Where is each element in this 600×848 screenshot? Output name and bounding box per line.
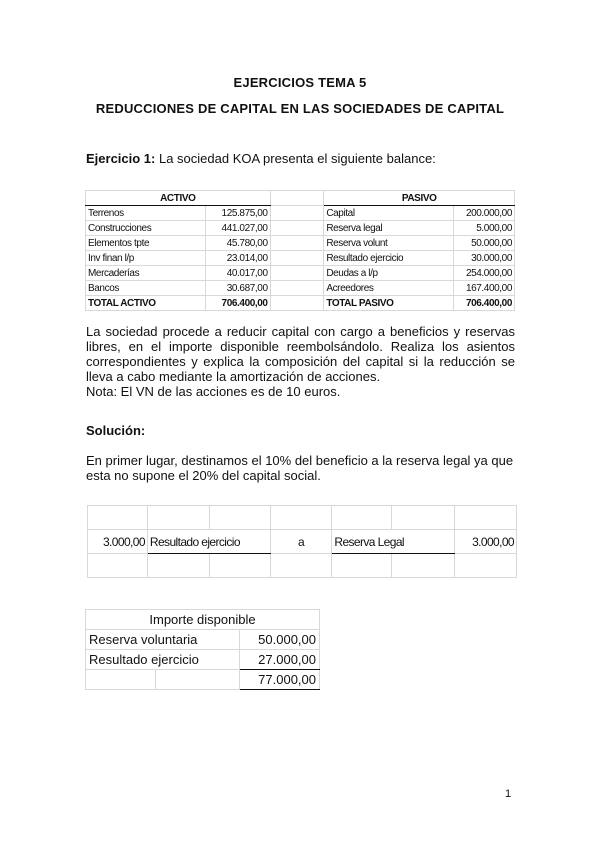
total-row [86, 296, 515, 311]
pasivo-label: Reserva legal [324, 221, 454, 236]
pasivo-label: Resultado ejercicio [324, 251, 454, 266]
importe-disponible-table [85, 609, 320, 690]
pasivo-value: 200.000,00 [454, 206, 515, 221]
page-subtitle: REDUCCIONES DE CAPITAL EN LAS SOCIEDADES DE CAPITAL [95, 101, 505, 116]
activo-value: 23.014,00 [205, 251, 270, 266]
pasivo-label: Deudas a l/p [324, 266, 454, 281]
activo-label: Mercaderías [86, 266, 206, 281]
exercise-statement: La sociedad procede a reducir capital con cargo a beneficios y reservas libres, en el importe disponible reembolsándolo. Realiza los asientos correspondientes y explica la composición del capital si la reducción se lleva a cabo mediante la amortización de acciones. [86, 324, 515, 384]
table-row [86, 650, 320, 670]
solution-text: En primer lugar, destinamos el 10% del beneficio a la reserva legal ya que esta no supone el 20% del capital social. [86, 453, 514, 483]
exercise-intro [86, 151, 526, 166]
pasivo-value: 30.000,00 [454, 251, 515, 266]
credit-amount: 3.000,00 [455, 530, 517, 554]
debit-amount: 3.000,00 [88, 530, 148, 554]
page-number: 1 [505, 788, 512, 800]
credit-account: Reserva Legal [332, 530, 455, 554]
pasivo-label: Capital [324, 206, 454, 221]
table-row [86, 206, 515, 221]
table-row [86, 266, 515, 281]
importe-value: 50.000,00 [240, 630, 320, 650]
table-row [86, 221, 515, 236]
activo-label: Terrenos [86, 206, 206, 221]
solution-heading: Solución: [86, 423, 146, 438]
pasivo-label: Acreedores [324, 281, 454, 296]
debit-account: Resultado ejercicio [147, 530, 270, 554]
pasivo-value: 5.000,00 [454, 221, 515, 236]
total-activo-label: TOTAL ACTIVO [86, 296, 206, 311]
exercise-label: Ejercicio 1: [86, 151, 156, 166]
page-title: EJERCICIOS TEMA 5 [233, 75, 367, 90]
pasivo-value: 167.400,00 [454, 281, 515, 296]
table-row [86, 251, 515, 266]
importe-label: Resultado ejercicio [86, 650, 240, 670]
table-row [86, 630, 320, 650]
activo-label: Construcciones [86, 221, 206, 236]
activo-label: Elementos tpte [86, 236, 206, 251]
pasivo-value: 254.000,00 [454, 266, 515, 281]
activo-value: 125.875,00 [205, 206, 270, 221]
activo-value: 30.687,00 [205, 281, 270, 296]
exercise-intro-text: La sociedad KOA presenta el siguiente balance: [155, 151, 436, 166]
total-pasivo-value: 706.400,00 [454, 296, 515, 311]
table-row [86, 236, 515, 251]
pasivo-value: 50.000,00 [454, 236, 515, 251]
pasivo-label: Reserva volunt [324, 236, 454, 251]
entry-connector: a [270, 530, 332, 554]
importe-value: 27.000,00 [240, 650, 320, 670]
activo-label: Inv finan l/p [86, 251, 206, 266]
journal-entry-row [88, 530, 517, 554]
pasivo-header: PASIVO [324, 191, 515, 206]
activo-value: 40.017,00 [205, 266, 270, 281]
importe-label: Reserva voluntaria [86, 630, 240, 650]
activo-header: ACTIVO [86, 191, 271, 206]
total-pasivo-label: TOTAL PASIVO [324, 296, 454, 311]
total-row [86, 670, 320, 690]
activo-value: 45.780,00 [205, 236, 270, 251]
total-activo-value: 706.400,00 [205, 296, 270, 311]
importe-title: Importe disponible [86, 610, 320, 630]
activo-label: Bancos [86, 281, 206, 296]
balance-table [85, 190, 515, 311]
activo-value: 441.027,00 [205, 221, 270, 236]
journal-entry-table [87, 505, 517, 578]
importe-total: 77.000,00 [240, 670, 320, 690]
table-row [86, 281, 515, 296]
exercise-note: Nota: El VN de las acciones es de 10 euros. [86, 384, 341, 399]
